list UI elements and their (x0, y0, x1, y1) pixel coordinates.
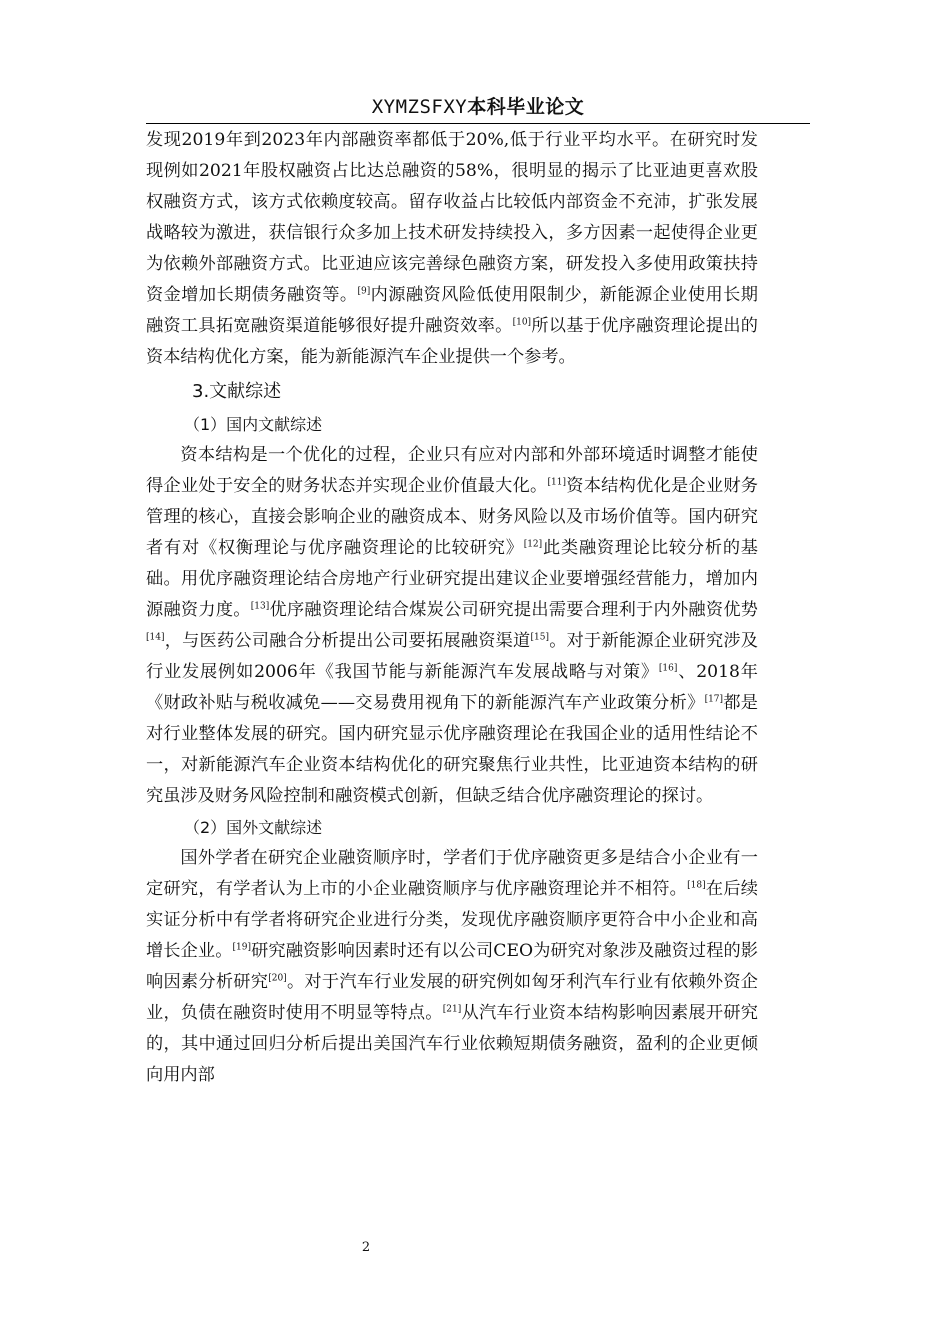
text-run: 从汽车行业资本结构影响因素展开研究的，其中通过回归分析后提出美国汽车行业依赖短期债务融资，盈利的企业更倾向用内部 (146, 1003, 758, 1085)
text-run: 国外学者在研究企业融资顺序时，学者们于优序融资更多是结合小企业有一定研究，有学者认为上市的小企业融资顺序与优序融资理论并不相符。 (146, 848, 758, 899)
paragraph-domestic-review (146, 440, 758, 812)
paragraph-foreign-review (146, 843, 758, 1091)
paragraph-continued (146, 125, 758, 373)
text-run: 资本结构优化是企业财务管理的核心，直接会影响企业的融资成本、财务风险以及市场价值等。国内研究者有对《权衡理论与优序融资理论的比较研究》 (146, 476, 758, 558)
header-title: 本科毕业论文 (467, 96, 585, 118)
text-run: 发现2019年到2023年内部融资率都低于20%,低于行业平均水平。在研究时发现例如2021年股权融资占比达总融资的58%，很明显的揭示了比亚迪更喜欢股权融资方式，该方式依赖度较高。留存收益占比较低内部资金不充沛，扩张发展战略较为激进，获信银行众多加上技术研发持续投入，多方因素一起使得企业更为依赖外部融资方式。比亚迪应该完善绿色融资方案，研发投入多使用政策扶持资金增加长期债务融资等。 (146, 130, 758, 305)
text-run: ，与医药公司融合分析提出公司要拓展融资渠道 (164, 631, 531, 651)
running-header (146, 92, 810, 119)
text-run: 。对于新能源企业研究涉及行业发展例如2006年《我国节能与新能源汽车发展战略与对策》 (146, 631, 758, 682)
citation: [13] (250, 601, 270, 612)
citation: [19] (232, 942, 251, 953)
text-run: 在后续实证分析中有学者将研究企业进行分类，发现优序融资顺序更符合中小企业和高增长企业。 (146, 879, 758, 961)
header-code: XYMZSFXY (371, 96, 468, 118)
subsection-heading-foreign: （2）国外文献综述 (184, 818, 323, 837)
citation: [15] (530, 632, 549, 643)
text-run: 都是对行业整体发展的研究。国内研究显示优序融资理论在我国企业的适用性结论不一，对新能源汽车企业资本结构优化的研究聚焦行业共性，比亚迪资本结构的研究虽涉及财务风险控制和融资模式创新，但缺乏结合优序融资理论的探讨。 (146, 693, 758, 806)
citation: [17] (704, 694, 724, 705)
citation: [16] (658, 663, 678, 674)
text-run: 。对于汽车行业发展的研究例如匈牙利汽车行业有依赖外资企业，负债在融资时使用不明显等特点。 (146, 972, 758, 1023)
section-heading: 3.文献综述 (192, 381, 282, 402)
citation: [20] (268, 973, 287, 984)
citation: [21] (442, 1004, 462, 1015)
citation: [12] (523, 539, 543, 550)
header-rule (146, 123, 810, 124)
citation: [9] (357, 286, 371, 297)
text-run: 此类融资理论比较分析的基础。用优序融资理论结合房地产行业研究提出建议企业要增强经营能力，增加内源融资力度。 (146, 538, 758, 620)
citation: [18] (687, 880, 706, 891)
subsection-heading-domestic: （1）国内文献综述 (184, 415, 323, 434)
text-run: 所以基于优序融资理论提出的资本结构优化方案，能为新能源汽车企业提供一个参考。 (146, 316, 758, 367)
text-run: 资本结构是一个优化的过程，企业只有应对内部和外部环境适时调整才能使得企业处于安全的财务状态并实现企业价值最大化。 (146, 445, 758, 496)
text-run: 研究融资影响因素时还有以公司CEO为研究对象涉及融资过程的影响因素分析研究 (146, 941, 758, 992)
text-run: 内源融资风险低使用限制少，新能源企业使用长期融资工具拓宽融资渠道能够很好提升融资效率。 (146, 285, 758, 336)
citation: [10] (512, 317, 532, 328)
text-run: 、2018年《财政补贴与税收减免——交易费用视角下的新能源汽车产业政策分析》 (146, 662, 758, 713)
text-run: 优序融资理论结合煤炭公司研究提出需要合理利于内外融资优势 (269, 600, 758, 620)
body-text (146, 125, 758, 1091)
citation: [11] (547, 477, 566, 488)
citation: [14] (146, 632, 165, 643)
page-number: 2 (361, 1240, 371, 1255)
